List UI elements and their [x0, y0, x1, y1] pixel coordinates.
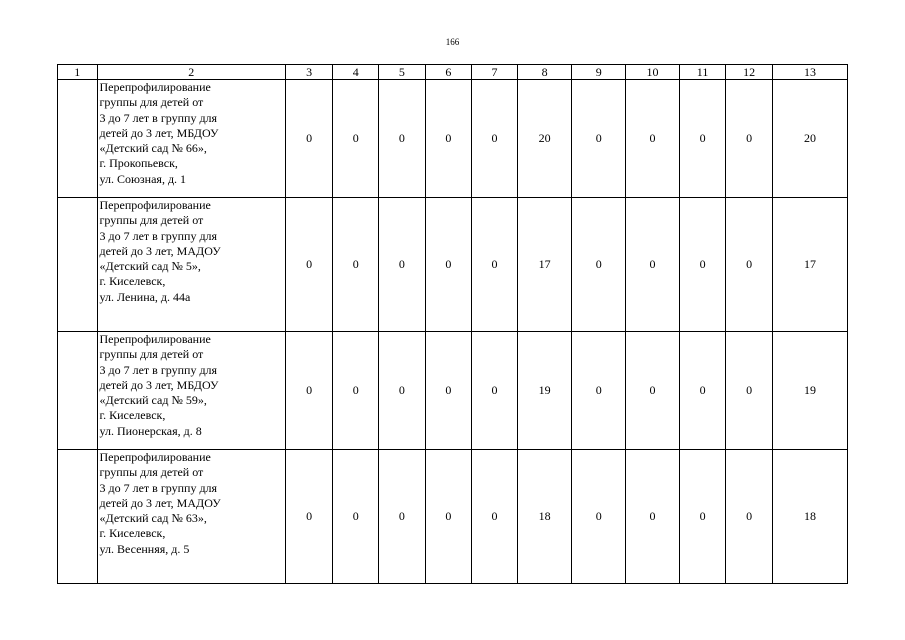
value-cell: 0: [626, 80, 680, 198]
description-cell: [97, 80, 285, 198]
value-cell: 0: [425, 198, 472, 332]
data-table: [57, 64, 848, 584]
column-header: 6: [425, 65, 472, 80]
value-cell: 0: [285, 80, 333, 198]
description-line: 3 до 7 лет в группу для: [99, 480, 218, 495]
value-cell: 0: [333, 80, 379, 198]
description-line: группы для детей от: [99, 347, 204, 362]
column-header: 12: [726, 65, 773, 80]
value-cell: 0: [679, 450, 726, 584]
description-line: ул. Союзная, д. 1: [99, 171, 187, 186]
description-line: группы для детей от: [99, 465, 204, 480]
value-cell: 0: [379, 450, 426, 584]
value-cell: 0: [333, 332, 379, 450]
description-line: г. Киселевск,: [99, 526, 166, 541]
value-cell: 0: [472, 332, 518, 450]
value-cell: 0: [572, 450, 626, 584]
value-cell: 0: [572, 198, 626, 332]
header-row: [58, 65, 848, 80]
column-header: 10: [626, 65, 680, 80]
value-cell: 0: [425, 332, 472, 450]
description-line: «Детский сад № 59»,: [99, 393, 207, 408]
description-cell: [97, 332, 285, 450]
value-cell: 0: [726, 80, 773, 198]
column-header: 13: [772, 65, 847, 80]
value-cell: 0: [472, 80, 518, 198]
value-cell: 0: [679, 332, 726, 450]
value-cell: 0: [425, 450, 472, 584]
description-line: «Детский сад № 63»,: [99, 511, 207, 526]
total-cell: 19: [772, 332, 847, 450]
description-line: детей до 3 лет, МАДОУ: [99, 243, 221, 258]
description-line: «Детский сад № 66»,: [99, 141, 207, 156]
description-line: группы для детей от: [99, 95, 204, 110]
description-line: г. Киселевск,: [99, 408, 166, 423]
description-line: Перепрофилирование: [99, 198, 211, 212]
value-cell: 19: [517, 332, 572, 450]
value-cell: 0: [472, 198, 518, 332]
table-row: [58, 450, 848, 584]
value-cell: 0: [285, 332, 333, 450]
value-cell: 0: [285, 198, 333, 332]
value-cell: 0: [626, 450, 680, 584]
value-cell: 0: [726, 450, 773, 584]
column-header: 8: [517, 65, 572, 80]
total-cell: 20: [772, 80, 847, 198]
column-header: 7: [472, 65, 518, 80]
description-line: 3 до 7 лет в группу для: [99, 110, 218, 125]
column-header: 4: [333, 65, 379, 80]
column-header: 3: [285, 65, 333, 80]
total-cell: 18: [772, 450, 847, 584]
value-cell: 0: [379, 332, 426, 450]
table-row: [58, 80, 848, 198]
description-line: Перепрофилирование: [99, 332, 211, 346]
column-header: 11: [679, 65, 726, 80]
column-header: 9: [572, 65, 626, 80]
description-line: ул. Весенняя, д. 5: [99, 541, 190, 556]
description-line: г. Киселевск,: [99, 274, 166, 289]
value-cell: 0: [425, 80, 472, 198]
value-cell: 0: [472, 450, 518, 584]
description-cell: [97, 450, 285, 584]
page-number: 166: [445, 37, 460, 47]
row-number-cell: [58, 450, 98, 584]
total-cell: 17: [772, 198, 847, 332]
value-cell: 0: [285, 450, 333, 584]
value-cell: 0: [679, 80, 726, 198]
value-cell: 0: [333, 198, 379, 332]
value-cell: 0: [626, 332, 680, 450]
row-number-cell: [58, 198, 98, 332]
value-cell: 17: [517, 198, 572, 332]
description-line: детей до 3 лет, МБДОУ: [99, 377, 219, 392]
description-line: г. Прокопьевск,: [99, 156, 178, 171]
column-header: 2: [97, 65, 285, 80]
value-cell: 0: [572, 80, 626, 198]
value-cell: 20: [517, 80, 572, 198]
description-line: 3 до 7 лет в группу для: [99, 362, 218, 377]
value-cell: 0: [679, 198, 726, 332]
table-row: [58, 198, 848, 332]
value-cell: 0: [333, 450, 379, 584]
value-cell: 0: [726, 198, 773, 332]
row-number-cell: [58, 332, 98, 450]
value-cell: 0: [379, 198, 426, 332]
description-line: ул. Ленина, д. 44а: [99, 289, 191, 304]
value-cell: 0: [572, 332, 626, 450]
value-cell: 18: [517, 450, 572, 584]
description-cell: [97, 198, 285, 332]
value-cell: 0: [626, 198, 680, 332]
description-line: 3 до 7 лет в группу для: [99, 228, 218, 243]
column-header: 5: [379, 65, 426, 80]
description-line: детей до 3 лет, МАДОУ: [99, 495, 221, 510]
row-number-cell: [58, 80, 98, 198]
description-line: ул. Пионерская, д. 8: [99, 423, 202, 438]
description-line: детей до 3 лет, МБДОУ: [99, 125, 219, 140]
description-line: группы для детей от: [99, 213, 204, 228]
table-row: [58, 332, 848, 450]
column-header: 1: [58, 65, 98, 80]
description-line: «Детский сад № 5»,: [99, 259, 201, 274]
value-cell: 0: [379, 80, 426, 198]
description-line: Перепрофилирование: [99, 450, 211, 464]
description-line: Перепрофилирование: [99, 80, 211, 94]
value-cell: 0: [726, 332, 773, 450]
